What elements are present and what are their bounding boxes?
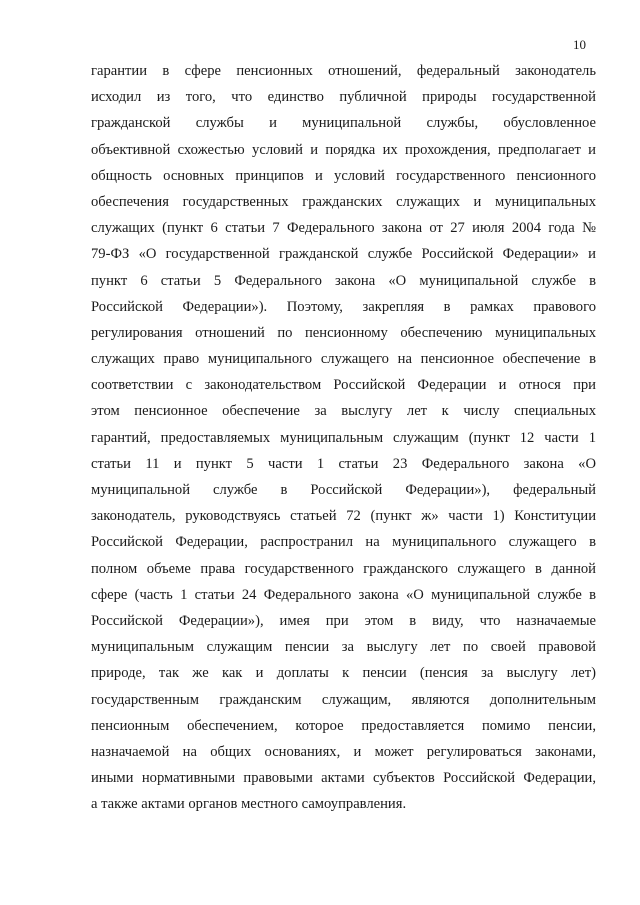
- text-line: муниципальной службе в Российской Федерации»), федеральный: [91, 482, 596, 498]
- text-line: гарантии в сфере пенсионных отношений, федеральный законодатель: [91, 63, 596, 79]
- body-paragraph: [91, 58, 596, 817]
- text-line: полном объеме права государственного гражданского служащего в данной: [91, 560, 596, 577]
- text-line: иными нормативными правовыми актами субъектов Российской Федерации,: [91, 770, 596, 787]
- text-line: служащих (пункт 6 статьи 7 Федерального закона от 27 июля 2004 года №: [91, 220, 596, 237]
- text-line: статьи 11 и пункт 5 части 1 статьи 23 Федерального закона «О: [91, 455, 596, 472]
- text-line: пенсионным обеспечением, которое предоставляется помимо пенсии,: [91, 717, 596, 734]
- text-line: обеспечения государственных гражданских служащих и муниципальных: [91, 193, 596, 210]
- text-line: исходил из того, что единство публичной природы государственной: [91, 89, 596, 106]
- text-line: этом пенсионное обеспечение за выслугу лет к числу специальных: [91, 403, 596, 420]
- text-line: муниципальным служащим пенсии за выслугу лет по своей правовой: [91, 639, 596, 656]
- text-line: государственным гражданским служащим, являются дополнительным: [91, 691, 596, 708]
- text-line: природе, так же как и доплаты к пенсии (пенсия за выслугу лет): [91, 665, 596, 682]
- text-line: законодатель, руководствуясь статьей 72 (пункт ж» части 1) Конституции: [91, 508, 596, 525]
- text-line: а также актами органов местного самоуправления.: [91, 796, 407, 813]
- text-line: гарантий, предоставляемых муниципальным служащим (пункт 12 части 1: [91, 429, 596, 446]
- text-line: 79-ФЗ «О государственной гражданской службе Российской Федерации» и: [91, 246, 596, 263]
- page-number: 10: [573, 37, 586, 52]
- text-line: Российской Федерации»). Поэтому, закрепляя в рамках правового: [91, 298, 596, 315]
- text-line: пункт 6 статьи 5 Федерального закона «О муниципальной службе в: [91, 272, 596, 289]
- text-line: служащих право муниципального служащего на пенсионное обеспечение в: [91, 351, 596, 368]
- text-line: соответствии с законодательством Российской Федерации и относя при: [91, 377, 596, 394]
- text-line: регулирования отношений по пенсионному обеспечению муниципальных: [91, 324, 596, 341]
- text-line: Российской Федерации, распространил на муниципального служащего в: [91, 534, 596, 551]
- text-line: назначаемой на общих основаниях, и может регулироваться законами,: [91, 743, 596, 760]
- text-line: сфере (часть 1 статьи 24 Федерального закона «О муниципальной службе в: [91, 586, 596, 603]
- text-line: гражданской службы и муниципальной службы, обусловленное: [91, 115, 596, 132]
- text-line: Российской Федерации»), имея при этом в виду, что назначаемые: [91, 612, 596, 629]
- text-line: общность основных принципов и условий государственного пенсионного: [91, 167, 596, 184]
- text-line: объективной схожестью условий и порядка их прохождения, предполагает и: [91, 141, 596, 158]
